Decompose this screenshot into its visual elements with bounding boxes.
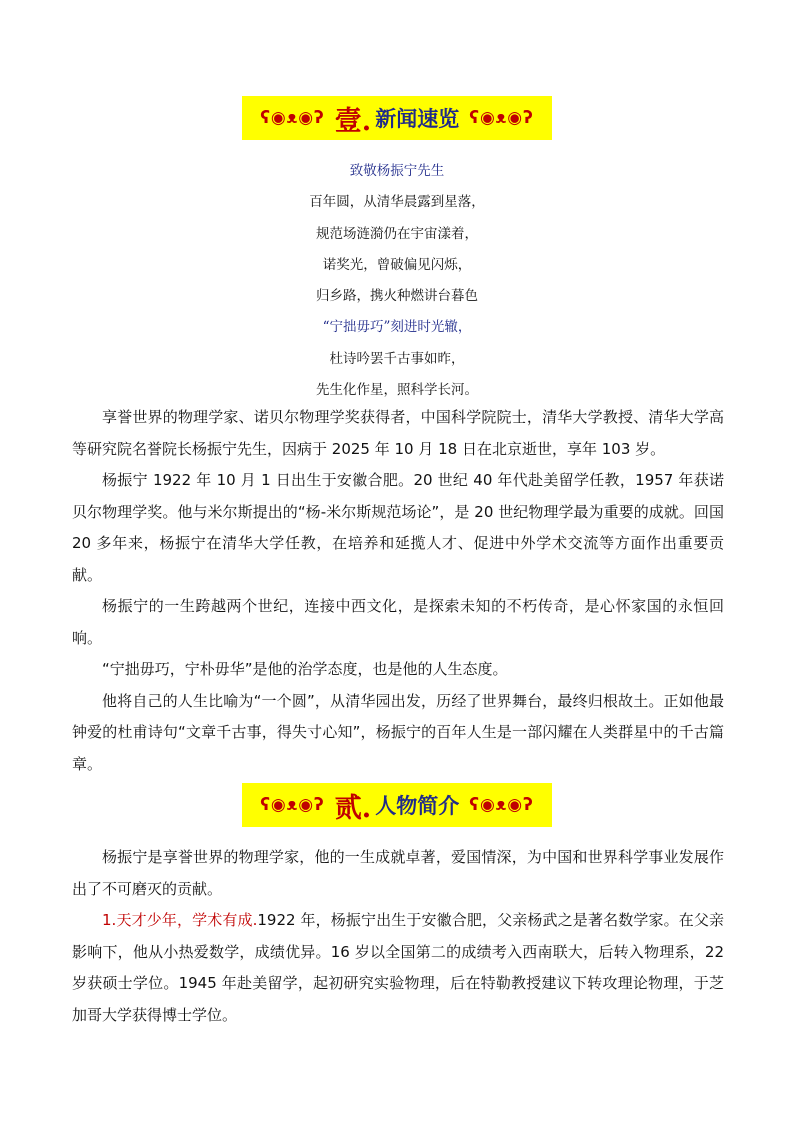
poem-line: 百年圆，从清华晨露到星落， [309,194,485,211]
bio-item [72,905,724,1031]
tribute-poem [0,156,794,406]
poem-title: 致敬杨振宁先生 [349,163,445,179]
poem-line: “宁拙毋巧”刻进时光辙， [322,319,472,336]
bear-ornament-icon: ʕ◉ᴥ◉ʔ [260,108,325,128]
paragraph: 杨振宁 1922 年 10 月 1 日出生于安徽合肥。20 世纪 40 年代赴美留学任教，1957 年获诺贝尔物理学奖。他与米尔斯提出的“杨-米尔斯规范场论”，是 20 世纪物理学最为重要的成就。回国 20 多年来，杨振宁在清华大学任教，在培养和延揽人才、促进中外学术交流等方面作出重要贡献。 [72,471,724,584]
bio-item-body: 1922 年，杨振宁出生于安徽合肥，父亲杨武之是著名数学家。在父亲影响下，他从小热爱数学，成绩优异。16 岁以全国第二的成绩考入西南联大，后转入物理系，22 岁获硕士学位。1945 年赴美留学，起初研究实验物理，后在特勒教授建议下转攻理论物理，于芝加哥大学获得博士学位。 [72,911,724,1024]
bio-item-heading: 1.天才少年，学术有成. [102,911,258,929]
section-number: 壹. [334,105,372,137]
section-number: 贰. [334,792,372,824]
bear-ornament-icon: ʕ◉ᴥ◉ʔ [260,795,325,815]
paragraph: 享誉世界的物理学家、诺贝尔物理学奖获得者，中国科学院院士，清华大学教授、清华大学高等研究院名誉院长杨振宁先生，因病于 2025 年 10 月 18 日在北京逝世，享年 103 岁。 [72,408,724,458]
section-banner-profile [242,783,552,827]
section-banner-news [242,96,552,140]
bear-ornament-icon: ʕ◉ᴥ◉ʔ [469,108,534,128]
poem-line: 规范场涟漪仍在宇宙漾着， [316,225,478,242]
paragraph: 他将自己的人生比喻为“一个圆”，从清华园出发，历经了世界舞台，最终归根故土。正如他最钟爱的杜甫诗句“文章千古事，得失寸心知”，杨振宁的百年人生是一部闪耀在人类群星中的千古篇章。 [72,691,724,773]
paragraph: “宁拙毋巧，宁朴毋华”是他的治学态度，也是他的人生态度。 [102,660,508,678]
section-title: 新闻速览 [375,106,460,131]
poem-line: 诺奖光，曾破偏见闪烁， [322,256,472,273]
bio-body [72,842,724,1031]
poem-line: 杜诗吟罢千古事如昨， [329,350,465,367]
news-body [72,402,724,780]
poem-line: 先生化作星，照科学长河。 [316,382,478,399]
paragraph: 杨振宁的一生跨越两个世纪，连接中西文化，是探索未知的不朽传奇，是心怀家国的永恒回响。 [72,597,724,647]
poem-line: 归乡路，携火种燃讲台暮色 [316,288,478,305]
section-title: 人物简介 [375,793,460,818]
bear-ornament-icon: ʕ◉ᴥ◉ʔ [469,795,534,815]
paragraph: 杨振宁是享誉世界的物理学家，他的一生成就卓著，爱国情深，为中国和世界科学事业发展作出了不可磨灭的贡献。 [72,848,724,898]
